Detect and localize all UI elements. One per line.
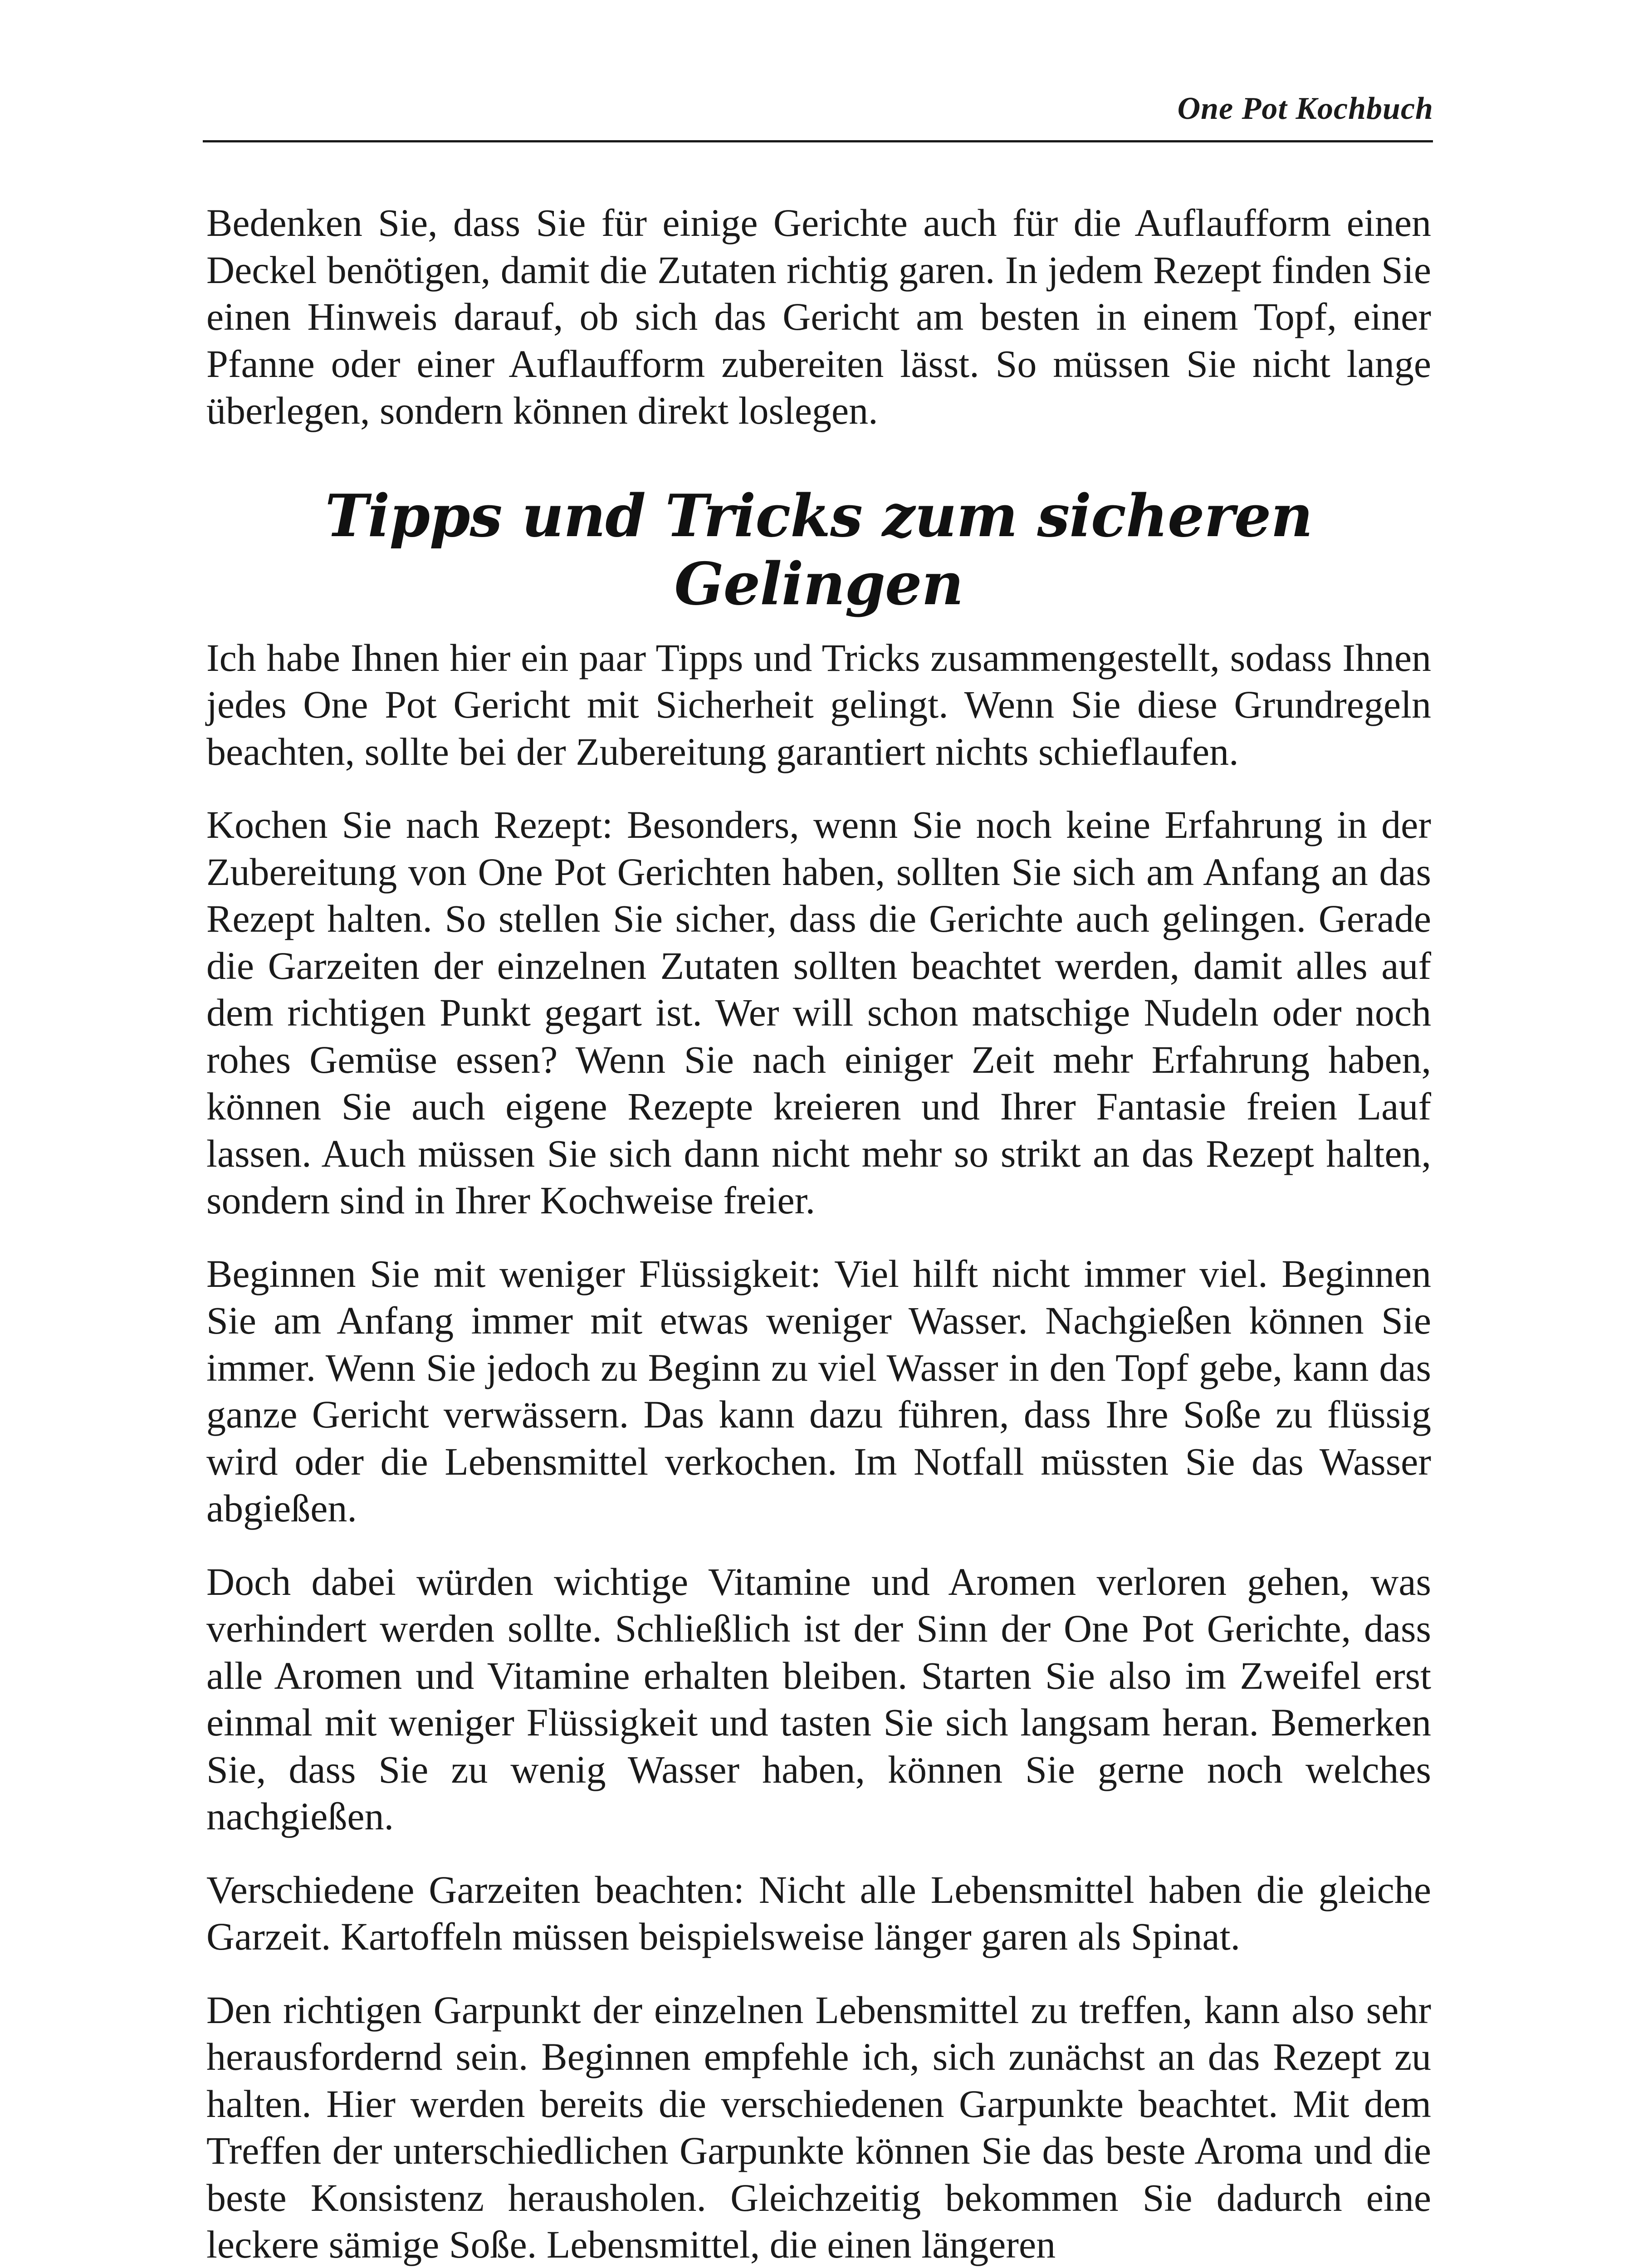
body-paragraph: Den richtigen Garpunkt der einzelnen Lebensmittel zu treffen, kann also sehr herausfordernd sein. Beginnen empfehle ich, sich zunächst an das Rezept zu halten. Hier werden bereits die verschiedenen Garpunkte beachtet. Mit dem Treffen der unterschiedlichen Garpunkte können Sie das beste Aroma und die beste Konsistenz herausholen. Gleichzeitig bekommen Sie dadurch eine leckere sämige Soße. Lebensmittel, die einen längeren xyxy=(206,1988,1431,2266)
page-body xyxy=(206,200,1431,2268)
body-paragraph: Doch dabei würden wichtige Vitamine und Aromen verloren gehen, was verhindert werden sollte. Schließlich ist der Sinn der One Pot Gerichte, dass alle Aromen und Vitamine erhalten bleiben. Starten Sie also im Zweifel erst einmal mit weniger Flüssigkeit und tasten Sie sich langsam heran. Bemerken Sie, dass Sie zu wenig Wasser haben, können Sie gerne noch welches nachgießen. xyxy=(206,1559,1431,1838)
body-paragraph: Ich habe Ihnen hier ein paar Tipps und Tricks zusammengestellt, sodass Ihnen jedes One Pot Gericht mit Sicherheit gelingt. Wenn Sie diese Grundregeln beachten, sollte bei der Zubereitung garantiert nichts schieflaufen. xyxy=(206,635,1431,773)
body-paragraph: Verschiedene Garzeiten beachten: Nicht alle Lebensmittel haben die gleiche Garzeit. Kartoffeln müssen beispielsweise länger garen als Spinat. xyxy=(206,1867,1431,1958)
section-heading: Tipps und Tricks zum sicheren Gelingen xyxy=(325,482,1313,618)
body-paragraph: Beginnen Sie mit weniger Flüssigkeit: Viel hilft nicht immer viel. Beginnen Sie am Anfang immer mit etwas weniger Wasser. Nachgießen können Sie immer. Wenn Sie jedoch zu Beginn zu viel Wasser in den Topf gebe, kann das ganze Gericht verwässern. Das kann dazu führen, dass Ihre Soße zu flüssig wird oder die Lebensmittel verkochen. Im Notfall müssten Sie das Wasser abgießen. xyxy=(206,1251,1431,1530)
intro-paragraph: Bedenken Sie, dass Sie für einige Gerichte auch für die Auflaufform einen Deckel benötigen, damit die Zutaten richtig garen. In jedem Rezept finden Sie einen Hinweis darauf, ob sich das Gericht am besten in einem Topf, einer Pfanne oder einer Auflaufform zubereiten lässt. So müssen Sie nicht lange überlegen, sondern können direkt loslegen. xyxy=(206,201,1431,432)
body-paragraph: Kochen Sie nach Rezept: Besonders, wenn Sie noch keine Erfahrung in der Zubereitung von One Pot Gerichten haben, sollten Sie sich am Anfang an das Rezept halten. So stellen Sie sicher, dass die Gerichte auch gelingen. Gerade die Garzeiten der einzelnen Zutaten sollten beachtet werden, damit alles auf dem richtigen Punkt gegart ist. Wer will schon matschige Nudeln oder noch rohes Gemüse essen? Wenn Sie nach einiger Zeit mehr Erfahrung haben, können Sie auch eigene Rezepte kreieren und Ihrer Fantasie freien Lauf lassen. Auch müssen Sie sich dann nicht mehr so strikt an das Rezept halten, sondern sind in Ihrer Kochweise freier. xyxy=(206,803,1431,1222)
header-divider xyxy=(203,140,1433,142)
running-header-title: One Pot Kochbuch xyxy=(1177,91,1433,126)
